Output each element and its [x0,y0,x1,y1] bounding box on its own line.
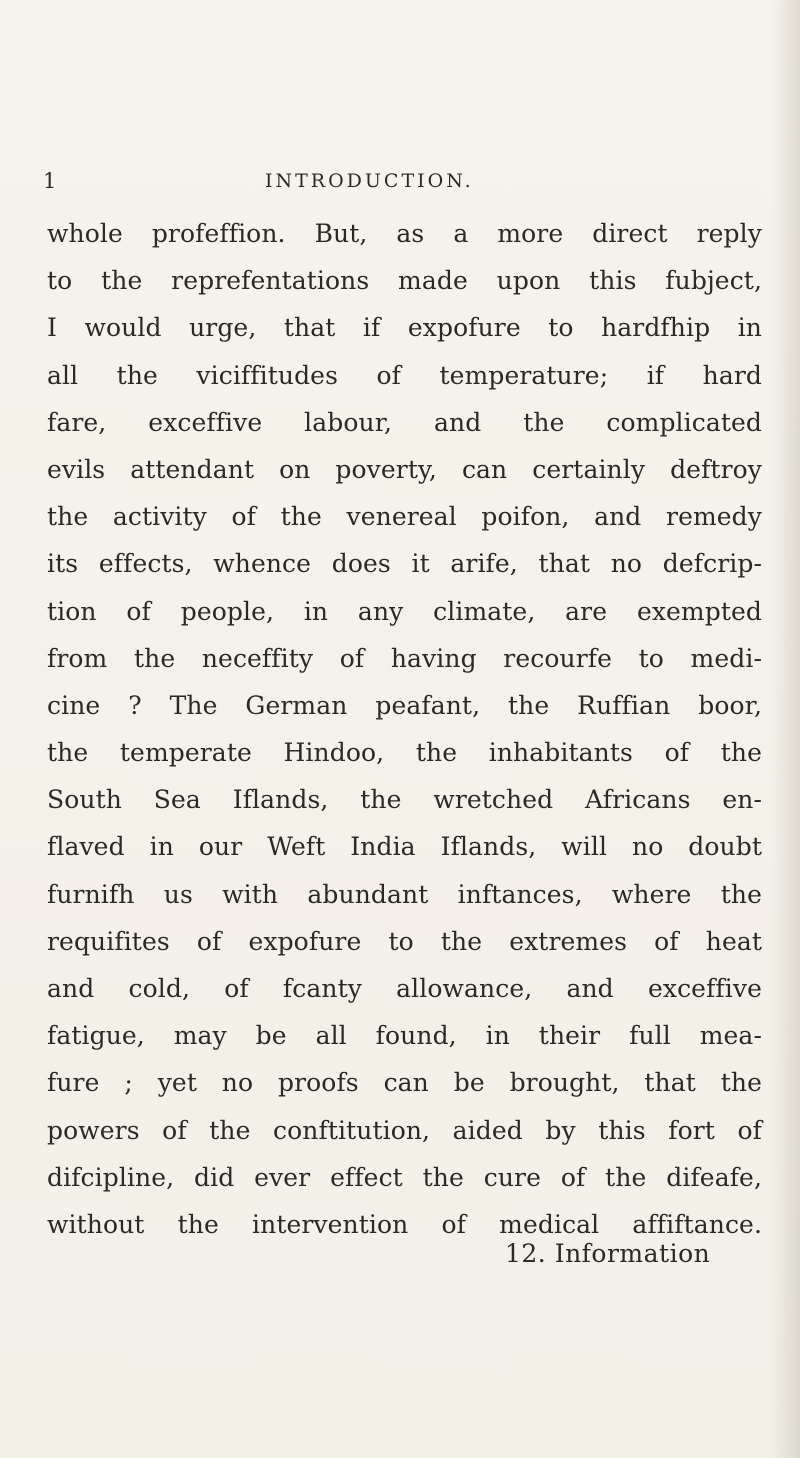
text-line: evils attendant on poverty, can certainly deftroy [47,454,762,484]
text-line: flaved in our Weft India Iflands, will no doubt [47,832,762,862]
text-line: fure ; yet no proofs can be brought, that the [47,1068,762,1098]
text-line: and cold, of fcanty allowance, and exceffive [47,974,762,1003]
text-line: without the intervention of medical affiftance. [47,1209,762,1239]
running-head: INTRODUCTION. [265,170,474,192]
text-line: South Sea Iflands, the wretched Africans en- [47,785,762,815]
text-line: whole profeffion. But, as a more direct reply [47,219,762,248]
text-line: furnifh us with abundant inftances, where the [47,879,762,909]
text-line: I would urge, that if expofure to hardfhip in [47,313,762,343]
text-line: from the neceffity of having recourfe to medi- [47,643,762,673]
text-line: cine ? The German peafant, the Ruffian boor, [47,690,762,720]
text-line: fatigue, may be all found, in their full mea- [47,1021,762,1051]
text-line: its effects, whence does it arife, that no defcrip- [47,549,762,579]
text-line: the activity of the venereal poifon, and remedy [47,502,762,532]
text-line: difcipline, did ever effect the cure of the difeafe, [47,1162,762,1192]
text-line: to the reprefentations made upon this fubject, [47,266,762,296]
text-line: all the viciffitudes of temperature; if hard [47,360,762,390]
body-text [47,210,762,1248]
text-line: the temperate Hindoo, the inhabitants of the [47,738,762,768]
text-line: tion of people, in any climate, are exempted [47,596,762,626]
page-header [0,166,800,200]
text-line: fare, exceffive labour, and the complicated [47,407,762,437]
catchword: 12. Information [505,1239,711,1268]
text-line: requifites of expofure to the extremes of heat [47,926,762,956]
page-number: 1 [43,169,57,193]
text-line: powers of the conftitution, aided by this fort of [47,1115,762,1145]
